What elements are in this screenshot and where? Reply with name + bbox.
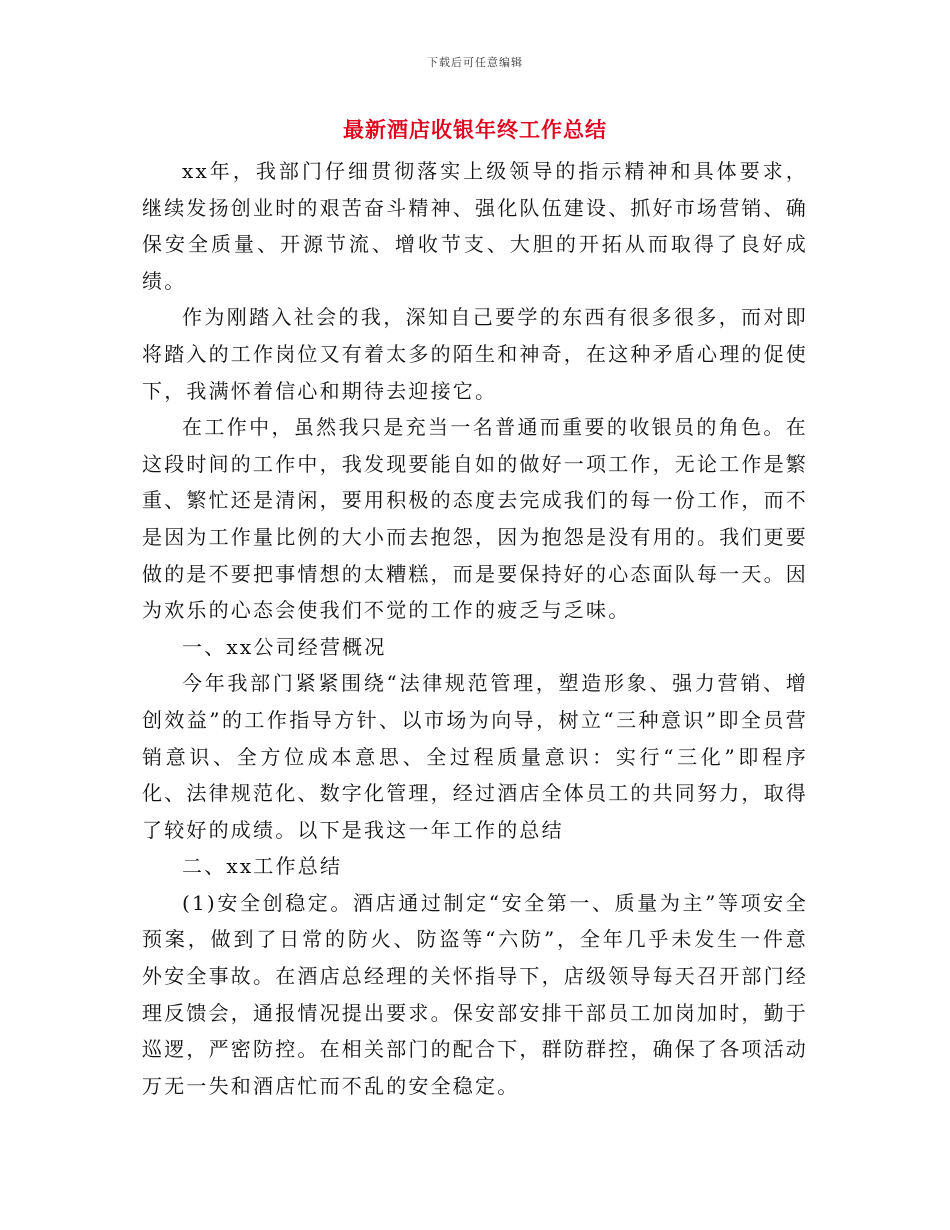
paragraph-intro: xx年，我部门仔细贯彻落实上级领导的指示精神和具体要求，继续发扬创业时的艰苦奋斗精神、强化队伍建设、抓好市场营销、确保安全质量、开源节流、增收节支、大胆的开拓从而取得了良好成绩。 (142, 159, 808, 293)
paragraph-safety: (1)安全创稳定。酒店通过制定“安全第一、质量为主”等项安全预案，做到了日常的防火、防盗等“六防”，全年几乎未发生一件意外安全事故。在酒店总经理的关怀指导下，店级领导每天召开部门经理反馈会，通报情况提出要求。保安部安排干部员工加岗加时，勤于巡逻，严密防控。在相关部门的配合下，群防群控，确保了各项活动万无一失和酒店忙而不乱的安全稳定。 (142, 890, 808, 1098)
paragraph-overview: 今年我部门紧紧围绕“法律规范管理，塑造形象、强力营销、增创效益”的工作指导方针、以市场为向导，树立“三种意识”即全员营销意识、全方位成本意思、全过程质量意识：实行“三化”即程序化、法律规范化、数字化管理，经过酒店全体员工的共同努力，取得了较好的成绩。以下是我这一年工作的总结 (142, 671, 808, 842)
paragraph-newcomer: 作为刚踏入社会的我，深知自己要学的东西有很多很多，而对即将踏入的工作岗位又有着太多的陌生和神奇，在这种矛盾心理的促使下，我满怀着信心和期待去迎接它。 (142, 305, 808, 403)
document-body (142, 153, 808, 1104)
section-heading-summary: 二、xx工作总结 (182, 854, 343, 879)
paragraph-work-attitude: 在工作中，虽然我只是充当一名普通而重要的收银员的角色。在这段时间的工作中，我发现要能自如的做好一项工作，无论工作是繁重、繁忙还是清闲，要用积极的态度去完成我们的每一份工作，而不是因为工作量比例的大小而去抱怨，因为抱怨是没有用的。我们更要做的是不要把事情想的太糟糕，而是要保持好的心态面队每一天。因为欢乐的心态会使我们不觉的工作的疲乏与乏味。 (142, 415, 808, 623)
header-note: 下载后可任意编辑 (427, 56, 523, 69)
section-heading-overview: 一、xx公司经营概况 (182, 634, 387, 659)
document-title: 最新酒店收银年终工作总结 (343, 117, 607, 142)
